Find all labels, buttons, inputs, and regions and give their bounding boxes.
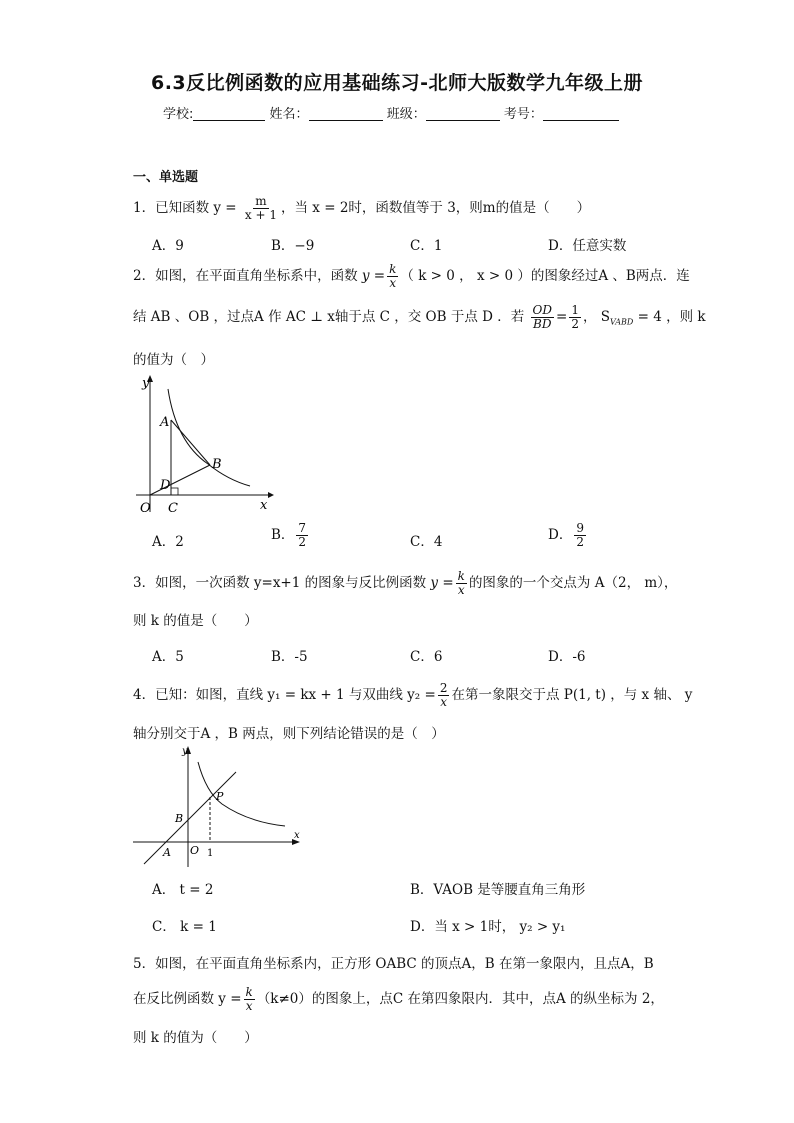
question-3-line-2: 则 k 的值是（ ） [133,613,258,629]
class-label: 班级： [386,107,426,122]
school-blank[interactable] [193,107,265,121]
q5-fraction: $\frac{k}{x}$ [245,985,253,1013]
question-5-line-1: 5．如图，在平面直角坐标系内，正方形 OABC 的顶点A，B 在第一象限内，且点A，B [133,956,654,972]
q4-label-b: B [175,812,184,825]
q2-text-1b: （ k > 0 ， x > 0 ）的图象经过A 、B两点．连 [400,268,690,284]
q2-y-eq: y = [361,268,386,284]
q4-label-p: P [216,790,224,803]
question-4-line-2: 轴分别交于A ，B 两点，则下列结论错误的是（ ） [133,726,445,742]
q2-option-b[interactable] [271,522,310,549]
q3-option-c[interactable]: C．6 [410,649,443,665]
q2-ratio-fraction: $\frac{OD}{BD}$ [532,303,552,331]
section-heading: 一、单选题 [133,170,199,185]
name-label: 姓名： [269,107,309,122]
q2-segment-ab [171,420,210,465]
q2-text-2b: ， S [582,309,610,325]
q1-option-d[interactable]: D．任意实数 [548,238,627,254]
q4-option-b[interactable]: B．VAOB 是等腰直角三角形 [410,882,586,898]
q2-right-angle-mark [171,488,178,495]
q2-segment-ob [150,465,210,495]
q2-option-b-fraction: $\frac{7}{2}$ [298,521,307,549]
q2-option-d-fraction: $\frac{9}{2}$ [576,521,584,549]
q4-label-y: y [182,746,188,757]
question-3-line-1 [133,570,677,597]
question-2-line-2 [133,304,706,331]
q4-label-a: A [163,846,171,859]
q2-option-b-label: B． [271,527,295,543]
q3-text-1a: 3．如图，一次函数 y=x+1 的图象与反比例函数 [133,575,427,591]
q2-eq: = [556,309,568,325]
q2-label-b: B [212,457,222,472]
q4-fraction: $\frac{2}{x}$ [439,681,448,709]
q1-suffix: ，当 x = 2时，函数值等于 3，则m的值是（ ） [281,200,591,216]
question-2-line-1 [133,263,690,290]
q2-half-fraction: $\frac{1}{2}$ [571,303,579,331]
q4-graph [130,742,305,872]
q1-option-c[interactable]: C．1 [410,238,443,254]
q3-fraction: $\frac{k}{x}$ [457,569,465,597]
q1-prefix: 1．已知函数 y = [133,200,237,216]
q4-hyperbola-y2 [198,762,285,826]
q2-graph [128,372,278,518]
q1-fraction: $\frac{m}{x + 1}$ [244,194,278,222]
exam-no-blank[interactable] [543,107,619,121]
q4-label-o: O [190,844,200,857]
q2-label-d: D [160,478,171,493]
q2-text-1a: 2．如图，在平面直角坐标系中，函数 [133,268,358,284]
q1-option-b[interactable]: B．−9 [271,238,315,254]
student-info-line [163,103,619,122]
q3-option-b[interactable]: B．-5 [271,649,308,665]
q4-label-x: x [294,830,300,841]
q2-x-arrow [268,492,274,498]
page-title: 6.3反比例函数的应用基础练习-北师大版数学九年级上册 [150,72,644,94]
q4-text-1a: 4．已知：如图，直线 y₁ = kx + 1 与双曲线 y₂ = [133,687,436,703]
q3-option-a[interactable]: A．5 [152,649,184,665]
question-5-line-3: 则 k 的值为（ ） [133,1030,258,1046]
q3-y-eq: y = [430,575,454,591]
q4-label-one: 1 [207,848,214,859]
q3-text-1b: 的图象的一个交点为 A（2， m）， [468,575,678,591]
q4-option-d[interactable]: D．当 x > 1时， y₂ > y₁ [410,919,566,935]
q5-text-2a: 在反比例函数 y = [133,991,242,1007]
q4-option-a[interactable]: A． t = 2 [152,882,214,898]
q2-option-a[interactable]: A．2 [152,534,184,550]
q2-label-a: A [160,415,170,430]
school-label: 学校: [163,107,194,122]
q2-option-c[interactable]: C．4 [410,534,443,550]
q2-subscript: VABD [610,317,634,327]
q2-option-d-label: D． [548,527,573,543]
q4-option-c[interactable]: C． k = 1 [152,919,217,935]
question-2-line-3: 的值为（ ） [133,352,214,368]
q2-label-o: O [140,501,151,516]
class-blank[interactable] [426,107,500,121]
exam-no-label: 考号： [503,107,543,122]
q5-text-2b: （k≠0）的图象上，点C 在第四象限内．其中，点A 的纵坐标为 2， [256,991,664,1007]
q2-text-2d: = 4 ，则 k [633,309,706,325]
question-1 [133,195,590,222]
q2-hyperbola [168,389,250,486]
name-blank[interactable] [309,107,383,121]
q2-fraction: $\frac{k}{x}$ [389,262,397,290]
q2-text-2a: 结 AB 、OB ，过点A 作 AC ⊥ x轴于点 C ，交 OB 于点 D ．若 [133,309,525,325]
q2-label-c: C [168,501,178,516]
q2-label-y: y [142,376,150,391]
q4-text-1b: 在第一象限交于点 P(1, t) ，与 x 轴、 y [451,687,693,703]
q2-label-x: x [260,498,268,513]
question-4-line-1 [133,682,692,709]
q2-option-d[interactable] [548,522,588,549]
question-5-line-2 [133,986,664,1013]
q1-option-a[interactable]: A．9 [152,238,184,254]
q3-option-d[interactable]: D．-6 [548,649,586,665]
